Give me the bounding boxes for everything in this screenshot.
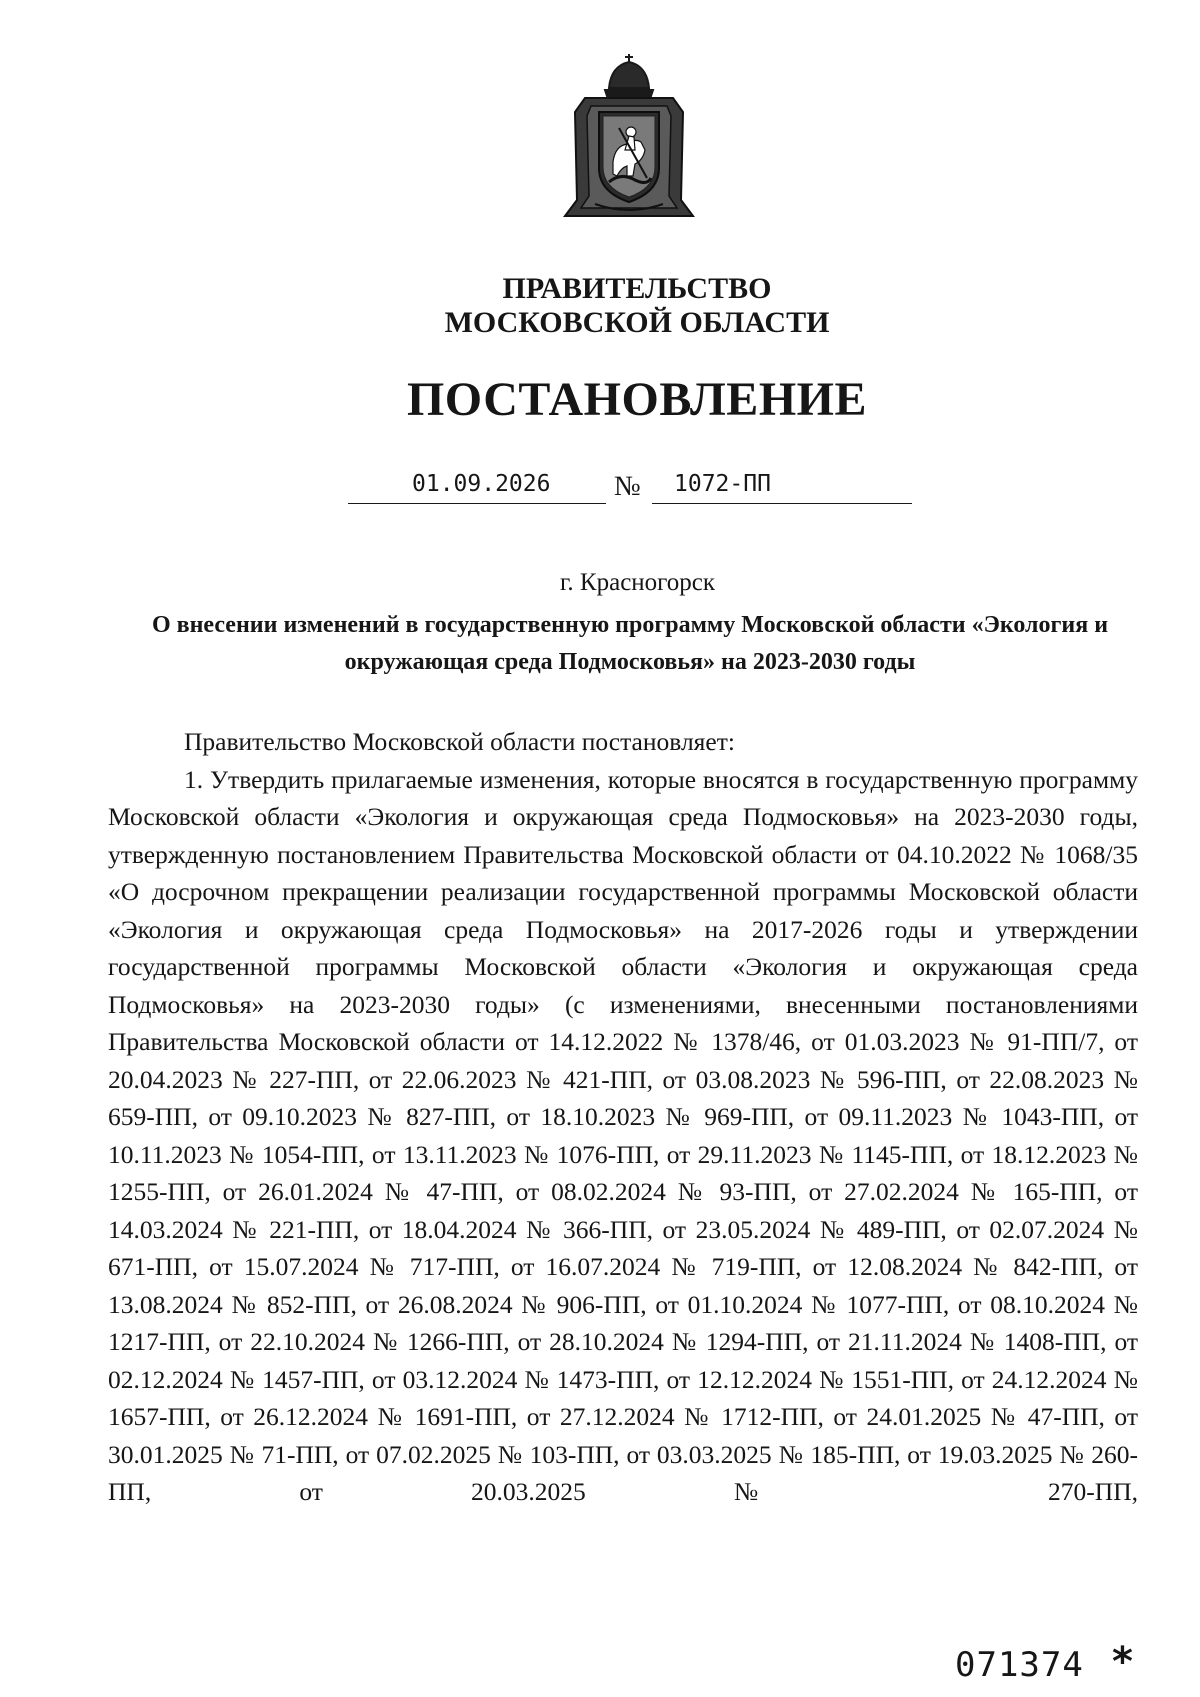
coat-of-arms-icon bbox=[555, 50, 703, 222]
document-type-heading: ПОСТАНОВЛЕНИЕ bbox=[406, 373, 868, 426]
document-number: 1072-ПП bbox=[674, 471, 771, 497]
organization-name-line-1: ПРАВИТЕЛЬСТВО bbox=[502, 272, 772, 305]
asterisk-mark: * bbox=[1112, 1639, 1133, 1685]
page-serial-code: 071374 bbox=[955, 1645, 1084, 1685]
document-date-field bbox=[348, 463, 606, 504]
organization-name-line-2: МОСКОВСКОЙ ОБЛАСТИ bbox=[444, 306, 830, 339]
document-title: О внесении изменений в государственную программу Московской области «Экология и окружающая среда Подмосковья» на 2023-2030 годы bbox=[151, 612, 1109, 675]
preamble-text: Правительство Московской области постановляет: bbox=[184, 727, 735, 756]
document-number-field bbox=[652, 463, 912, 504]
document-date: 01.09.2026 bbox=[412, 471, 551, 497]
document-body bbox=[108, 723, 1138, 1511]
paragraph-1-text: 1. Утвердить прилагаемые изменения, которые вносятся в государственную программу Московской области «Экология и окружающая среда Подмосковья» на 2023-2030 годы, утвержденную постановлением Правительства Московской области от 04.10.2022 № 1068/35 «О досрочном прекращении реализации государственной программы Московской области «Экология и окружающая среда Подмосковья» на 2017-2026 годы и утверждении государственной программы Московской области «Экология и окружающая среда Подмосковья» на 2023-2030 годы» (с изменениями, внесенными постановлениями Правительства Московской области от 14.12.2022 № 1378/46, от 01.03.2023 № 91-ПП/7, от 20.04.2023 № 227-ПП, от 22.06.2023 № 421-ПП, от 03.08.2023 № 596-ПП, от 22.08.2023 № 659-ПП, от 09.10.2023 № 827-ПП, от 18.10.2023 № 969-ПП, от 09.11.2023 № 1043-ПП, от 10.11.2023 № 1054-ПП, от 13.11.2023 № 1076-ПП, от 29.11.2023 № 1145-ПП, от 18.12.2023 № 1255-ПП, от 26.01.2024 № 47-ПП, от 08.02.2024 № 93-ПП, от 27.02.2024 № 165-ПП, от 14.03.2024 № 221-ПП, от 18.04.2024 № 366-ПП, от 23.05.2024 № 489-ПП, от 02.07.2024 № 671-ПП, от 15.07.2024 № 717-ПП, от 16.07.2024 № 719-ПП, от 12.08.2024 № 842-ПП, от 13.08.2024 № 852-ПП, от 26.08.2024 № 906-ПП, от 01.10.2024 № 1077-ПП, от 08.10.2024 № 1217-ПП, от 22.10.2024 № 1266-ПП, от 28.10.2024 № 1294-ПП, от 21.11.2024 № 1408-ПП, от 02.12.2024 № 1457-ПП, от 03.12.2024 № 1473-ПП, от 12.12.2024 № 1551-ПП, от 24.12.2024 № 1657-ПП, от 26.12.2024 № 1691-ПП, от 27.12.2024 № 1712-ПП, от 24.01.2025 № 47-ПП, от 30.01.2025 № 71-ПП, от 07.02.2025 № 103-ПП, от 03.03.2025 № 185-ПП, от 19.03.2025 № 260-ПП, от 20.03.2025 № 270-ПП, bbox=[108, 764, 1138, 1506]
number-sign: № bbox=[614, 471, 641, 502]
city-name: г. Красногорск bbox=[560, 569, 716, 596]
